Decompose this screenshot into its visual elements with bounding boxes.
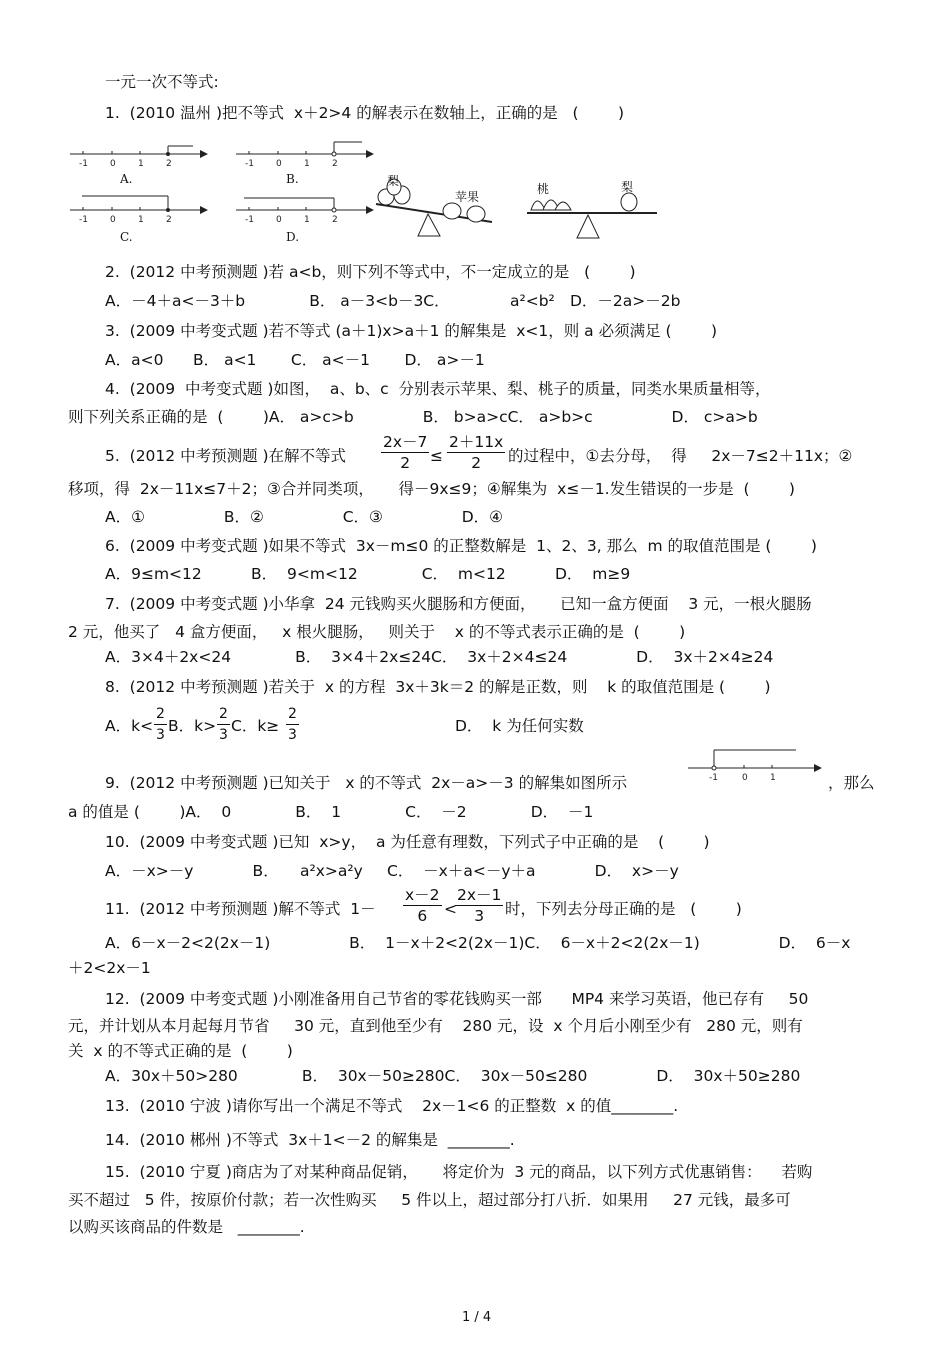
option-label-b: B. bbox=[286, 172, 299, 186]
q5-text-c: 移项，得 2x－11x≤7＋2；③合并同类项， 得－9x≤9；④解集为 x≤－1.发生错误的一步是 ( ) bbox=[68, 480, 795, 498]
q11-fraction-right-num: 2x－1 bbox=[457, 886, 502, 904]
q11-fraction-left-den: 6 bbox=[417, 907, 428, 925]
svg-text:2: 2 bbox=[166, 159, 172, 169]
q5-options: A．① B．② C．③ D．④ bbox=[105, 508, 504, 526]
svg-text:0: 0 bbox=[110, 215, 116, 225]
svg-text:-1: -1 bbox=[79, 159, 88, 169]
q15-text: 15. (2010 宁夏 )商店为了对某种商品促销， 将定价为 3 元的商品，以下列方式优惠销售： 若购 bbox=[105, 1163, 813, 1181]
q5-fraction-left-den: 2 bbox=[400, 454, 411, 472]
q5-fraction-right bbox=[447, 432, 505, 473]
q8-frac-c bbox=[286, 704, 299, 745]
q8-option-d: D． k 为任何实数 bbox=[455, 717, 584, 735]
option-label-d: D. bbox=[286, 230, 300, 244]
q2-text: 2. (2012 中考预测题 )若 a<b，则下列不等式中，不一定成立的是 ( ) bbox=[105, 263, 636, 281]
svg-text:2: 2 bbox=[332, 215, 338, 225]
q3-text: 3. (2009 中考变式题 )若不等式 (a＋1)x>a＋1 的解集是 x<1，则 a 必须满足 ( ) bbox=[105, 322, 718, 340]
section-heading: 一元一次不等式: bbox=[105, 73, 219, 91]
q11-fraction-left-num: x－2 bbox=[405, 886, 440, 904]
q12-text-3: 关 x 的不等式正确的是 ( ) bbox=[68, 1042, 293, 1060]
q2-option-d: D．－2a>－2b bbox=[570, 292, 681, 310]
q8-frac-a-den: 3 bbox=[156, 727, 165, 743]
q8-text: 8. (2012 中考预测题 )若关于 x 的方程 3x＋3k＝2 的解是正数，则 k 的取值范围是 ( ) bbox=[105, 678, 771, 696]
q11-fraction-left bbox=[403, 885, 442, 926]
q11-fraction-right bbox=[455, 885, 503, 926]
q7-text: 7. (2009 中考变式题 )小华拿 24 元钱购买火腿肠和方便面， 已知一盒方便面 3 元，一根火腿肠 bbox=[105, 595, 812, 613]
svg-text:-1: -1 bbox=[245, 159, 254, 169]
number-line-a bbox=[68, 140, 208, 180]
q6-text: 6. (2009 中考变式题 )如果不等式 3x－m≤0 的正整数解是 1、2、3, 那么 m 的取值范围是 ( ) bbox=[105, 537, 817, 555]
svg-text:1: 1 bbox=[770, 773, 776, 783]
option-label-a: A. bbox=[120, 172, 133, 186]
q14-text: 14. (2010 郴州 )不等式 3x＋1<－2 的解集是 ________. bbox=[105, 1131, 515, 1149]
q10-options-cd: C． －x＋a<－y＋a D． x>－y bbox=[387, 862, 679, 880]
q1-text: 1. (2010 温州 )把不等式 x＋2>4 的解表示在数轴上，正确的是 ( ) bbox=[105, 104, 624, 122]
q8-option-c: C．k≥ bbox=[231, 717, 280, 735]
number-line-c bbox=[68, 196, 208, 236]
pear-label: 梨 bbox=[387, 174, 400, 188]
q5-text-b: 的过程中，①去分母， 得 2x－7≤2＋11x；② bbox=[508, 447, 853, 465]
svg-text:2: 2 bbox=[166, 215, 172, 225]
q11-lt-sign: < bbox=[444, 900, 457, 918]
q5-fraction-right-den: 2 bbox=[471, 454, 482, 472]
q4-options: 则下列关系正确的是 ( )A． a>c>b B． b>a>cC． a>b>c D． c>a>b bbox=[68, 408, 758, 426]
svg-text:2: 2 bbox=[332, 159, 338, 169]
q13-text: 13. (2010 宁波 )请你写出一个满足不等式 2x－1<6 的正整数 x 的值________. bbox=[105, 1097, 679, 1115]
q7-text-2: 2 元，他买了 4 盒方便面， x 根火腿肠， 则关于 x 的不等式表示正确的是 ( ) bbox=[68, 623, 686, 641]
q2-option-c: a²<b² bbox=[510, 292, 555, 310]
svg-text:0: 0 bbox=[742, 773, 748, 783]
svg-text:0: 0 bbox=[276, 159, 282, 169]
q9-text: 9. (2012 中考预测题 )已知关于 x 的不等式 2x－a>－3 的解集如图所示 bbox=[105, 774, 628, 792]
svg-text:0: 0 bbox=[110, 159, 116, 169]
q5-fraction-left bbox=[381, 432, 429, 473]
number-line-d bbox=[234, 196, 374, 236]
q8-frac-b bbox=[217, 704, 230, 745]
svg-text:1: 1 bbox=[138, 159, 144, 169]
q8-frac-a bbox=[154, 704, 167, 745]
svg-text:-1: -1 bbox=[245, 215, 254, 225]
q9-options: a 的值是 ( )A． 0 B． 1 C． －2 D． －1 bbox=[68, 803, 594, 821]
svg-text:1: 1 bbox=[138, 215, 144, 225]
q5-le-sign: ≤ bbox=[430, 447, 443, 465]
q12-text: 12. (2009 中考变式题 )小刚准备用自己节省的零花钱购买一部 MP4 来学习英语，他已存有 50 bbox=[105, 990, 809, 1008]
q6-options: A．9≤m<12 B． 9<m<12 C． m<12 D． m≥9 bbox=[105, 565, 631, 583]
q8-frac-b-num: 2 bbox=[217, 704, 230, 725]
q10-text: 10. (2009 中考变式题 )已知 x>y， a 为任意有理数，下列式子中正确的是 ( ) bbox=[105, 833, 710, 851]
number-line-b bbox=[234, 140, 374, 180]
q8-option-a: A．k< bbox=[105, 717, 154, 735]
q3-options: A．a<0 B． a<1 C． a<－1 D． a>－1 bbox=[105, 351, 485, 369]
q11-text-a: 11. (2012 中考预测题 )解不等式 1－ bbox=[105, 900, 376, 918]
q5-fraction-right-num: 2＋11x bbox=[449, 433, 504, 451]
q9-text-b: ，那么 bbox=[828, 774, 875, 792]
q11-options: A．6－x－2<2(2x－1) B． 1－x＋2<2(2x－1)C． 6－x＋2<2(2x－1) D． 6－x bbox=[105, 934, 851, 952]
q10-option-b: a²x>a²y bbox=[300, 862, 363, 880]
svg-text:0: 0 bbox=[276, 215, 282, 225]
q15-text-2: 买不超过 5 件，按原价付款；若一次性购买 5 件以上，超过部分打八折．如果用 27 元钱，最多可 bbox=[68, 1191, 791, 1209]
q9-number-line bbox=[688, 748, 828, 788]
q11-options-cont: ＋2<2x－1 bbox=[68, 959, 151, 977]
q8-option-b: B．k> bbox=[168, 717, 217, 735]
svg-text:-1: -1 bbox=[709, 773, 718, 783]
q11-text-b: 时，下列去分母正确的是 ( ) bbox=[505, 900, 742, 918]
q12-text-2: 元，并计划从本月起每月节省 30 元，直到他至少有 280 元，设 x 个月后小刚至少有 280 元，则有 bbox=[68, 1017, 803, 1035]
q8-frac-b-den: 3 bbox=[219, 727, 228, 743]
q12-options: A．30x＋50>280 B． 30x－50≥280C． 30x－50≤280 D． 30x＋50≥280 bbox=[105, 1067, 801, 1085]
pear-label-2: 梨 bbox=[621, 180, 634, 194]
page-number: 1 / 4 bbox=[462, 1310, 492, 1325]
q2-options-ab: A．－4＋a<－3＋b B． a－3<b－3C． bbox=[105, 292, 450, 310]
svg-text:1: 1 bbox=[304, 159, 310, 169]
q8-frac-c-den: 3 bbox=[288, 727, 297, 743]
option-label-c: C. bbox=[120, 230, 133, 244]
svg-text:-1: -1 bbox=[79, 215, 88, 225]
q4-text: 4. (2009 中考变式题 )如图， a、b、c 分别表示苹果、梨、桃子的质量，同类水果质量相等， bbox=[105, 380, 771, 398]
peach-label: 桃 bbox=[537, 182, 550, 196]
svg-text:1: 1 bbox=[304, 215, 310, 225]
q8-frac-a-num: 2 bbox=[154, 704, 167, 725]
q5-fraction-left-num: 2x－7 bbox=[383, 433, 428, 451]
q8-frac-c-num: 2 bbox=[286, 704, 299, 725]
q15-text-3: 以购买该商品的件数是 ________. bbox=[68, 1218, 305, 1236]
q7-options: A．3×4＋2x<24 B． 3×4＋2x≤24C． 3x＋2×4≤24 D． 3x＋2×4≥24 bbox=[105, 648, 774, 666]
q10-options-ab: A．－x>－y B． bbox=[105, 862, 279, 880]
q5-text-a: 5. (2012 中考预测题 )在解不等式 bbox=[105, 447, 347, 465]
q11-fraction-right-den: 3 bbox=[474, 907, 485, 925]
apple-label: 苹果 bbox=[455, 190, 480, 204]
